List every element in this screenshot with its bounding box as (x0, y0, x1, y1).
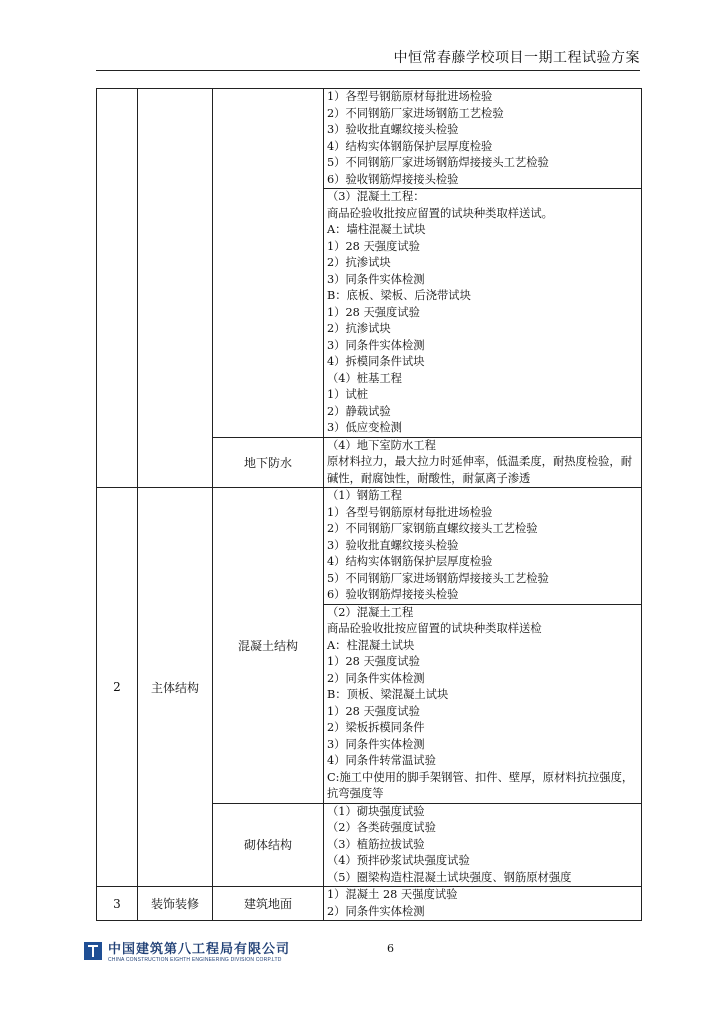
category-cell: 主体结构 (138, 488, 213, 887)
test-item-line: 6）验收钢筋焊接接头检验 (327, 588, 459, 601)
row-number-cell: 3 (97, 887, 138, 921)
page-number: 6 (387, 942, 394, 955)
test-item-line: 2）同条件实体检测 (327, 671, 425, 685)
test-item-line: 1）28 天强度试验 (327, 704, 420, 718)
test-item-line: A：墙柱混凝土试块 (327, 223, 426, 236)
test-item-line: 5）不同钢筋厂家进场钢筋焊接接头工艺检验 (327, 571, 549, 585)
test-items-cell (324, 604, 642, 803)
test-items-cell (324, 437, 642, 488)
test-item-line: （2）各类砖强度试验 (327, 821, 436, 834)
company-name (108, 938, 290, 963)
test-item-line: 商品砼验收批按应留置的试块种类取样送试。 (327, 206, 553, 220)
company-name-en: CHINA CONSTRUCTION EIGHTH ENGINEERING DIVISION CORP.LTD (108, 957, 282, 963)
test-item-line: 1）28 天强度试验 (327, 655, 420, 668)
category-cell: 装饰装修 (138, 887, 213, 921)
test-item-line: （1）钢筋工程 (327, 489, 402, 502)
test-item-line: 原材料拉力，最大拉力时延伸率，低温柔度，耐热度检验，耐碱性，耐腐蚀性，耐酸性，耐氯离子渗透 (327, 455, 633, 485)
test-item-line: （5）圈梁构造柱混凝土试块强度、钢筋原材强度 (327, 870, 572, 884)
test-item-line: （4）预拌砂浆试块强度试验 (327, 854, 470, 867)
company-footer (84, 938, 290, 963)
test-item-line: 1）各型号钢筋原材每批进场检验 (327, 505, 493, 519)
test-items-cell (324, 488, 642, 605)
table-row (97, 887, 642, 921)
test-item-line: 3）低应变检测 (327, 421, 402, 434)
subcategory-cell: 地下防水 (213, 437, 324, 488)
subcategory-cell: 建筑地面 (213, 887, 324, 921)
cscec-logo-icon (84, 942, 102, 960)
row-number-cell (97, 89, 138, 488)
test-item-line: 2）抗渗试块 (327, 256, 391, 269)
test-item-line: 4）结构实体钢筋保护层厚度检验 (327, 555, 493, 568)
test-item-line: 2）抗渗试块 (327, 322, 391, 335)
test-item-line: 商品砼验收批按应留置的试块种类取样送检 (327, 622, 542, 635)
test-item-line: 6）验收钢筋焊接接头检验 (327, 172, 459, 186)
test-item-line: （1）砌块强度试验 (327, 804, 425, 818)
test-item-line: （4）桩基工程 (327, 371, 402, 385)
test-item-line: 1）试桩 (327, 388, 369, 401)
test-item-line: 2）梁板拆模同条件 (327, 721, 425, 734)
subcategory-cell (213, 89, 324, 438)
document-header-title: 中恒常春藤学校项目一期工程试验方案 (393, 50, 640, 66)
test-items-cell (324, 89, 642, 189)
test-item-line: B：顶板、梁混凝土试块 (327, 688, 449, 701)
header-divider (96, 70, 640, 71)
company-name-cn: 中国建筑第八工程局有限公司 (108, 942, 291, 957)
test-plan-table (96, 88, 642, 921)
test-item-line: 3）验收批直螺纹接头检验 (327, 538, 459, 552)
test-item-line: （3）植筋拉拔试验 (327, 837, 425, 851)
table-row (97, 89, 642, 189)
test-item-line: 4）结构实体钢筋保护层厚度检验 (327, 139, 493, 153)
category-cell (138, 89, 213, 488)
test-item-line: 1）28 天强度试验 (327, 239, 420, 253)
test-items-cell (324, 887, 642, 921)
test-item-line: 2）同条件实体检测 (327, 904, 425, 918)
test-item-line: 4）拆模同条件试块 (327, 355, 425, 368)
test-item-line: 2）不同钢筋厂家进场钢筋工艺检验 (327, 106, 504, 120)
test-item-line: B：底板、梁板、后浇带试块 (327, 289, 471, 302)
subcategory-cell: 混凝土结构 (213, 488, 324, 804)
subcategory-cell: 砌体结构 (213, 803, 324, 887)
test-items-cell (324, 803, 642, 887)
test-item-line: 1）混凝土 28 天强度试验 (327, 888, 458, 901)
test-item-line: 1）各型号钢筋原材每批进场检验 (327, 90, 493, 103)
test-item-line: （3）混凝土工程： (327, 190, 425, 203)
test-item-line: 3）同条件实体检测 (327, 737, 425, 751)
test-item-line: 3）同条件实体检测 (327, 272, 425, 286)
test-item-line: 1）28 天强度试验 (327, 305, 420, 319)
row-number-cell: 2 (97, 488, 138, 887)
test-item-line: （2）混凝土工程 (327, 605, 414, 619)
test-item-line: 5）不同钢筋厂家进场钢筋焊接接头工艺检验 (327, 156, 549, 169)
test-item-line: 2）不同钢筋厂家钢筋直螺纹接头工艺检验 (327, 522, 538, 535)
test-item-line: 2）静载试验 (327, 404, 391, 418)
test-item-line: C:施工中使用的脚手架钢管、扣件、壁厚，原材料抗拉强度，抗弯强度等 (327, 770, 634, 800)
test-item-line: A：柱混凝土试块 (327, 638, 415, 652)
test-items-cell (324, 189, 642, 438)
test-item-line: 3）同条件实体检测 (327, 338, 425, 352)
test-item-line: （4）地下室防水工程 (327, 438, 436, 452)
table-row (97, 488, 642, 605)
test-item-line: 3）验收批直螺纹接头检验 (327, 123, 459, 136)
test-item-line: 4）同条件转常温试验 (327, 754, 436, 767)
